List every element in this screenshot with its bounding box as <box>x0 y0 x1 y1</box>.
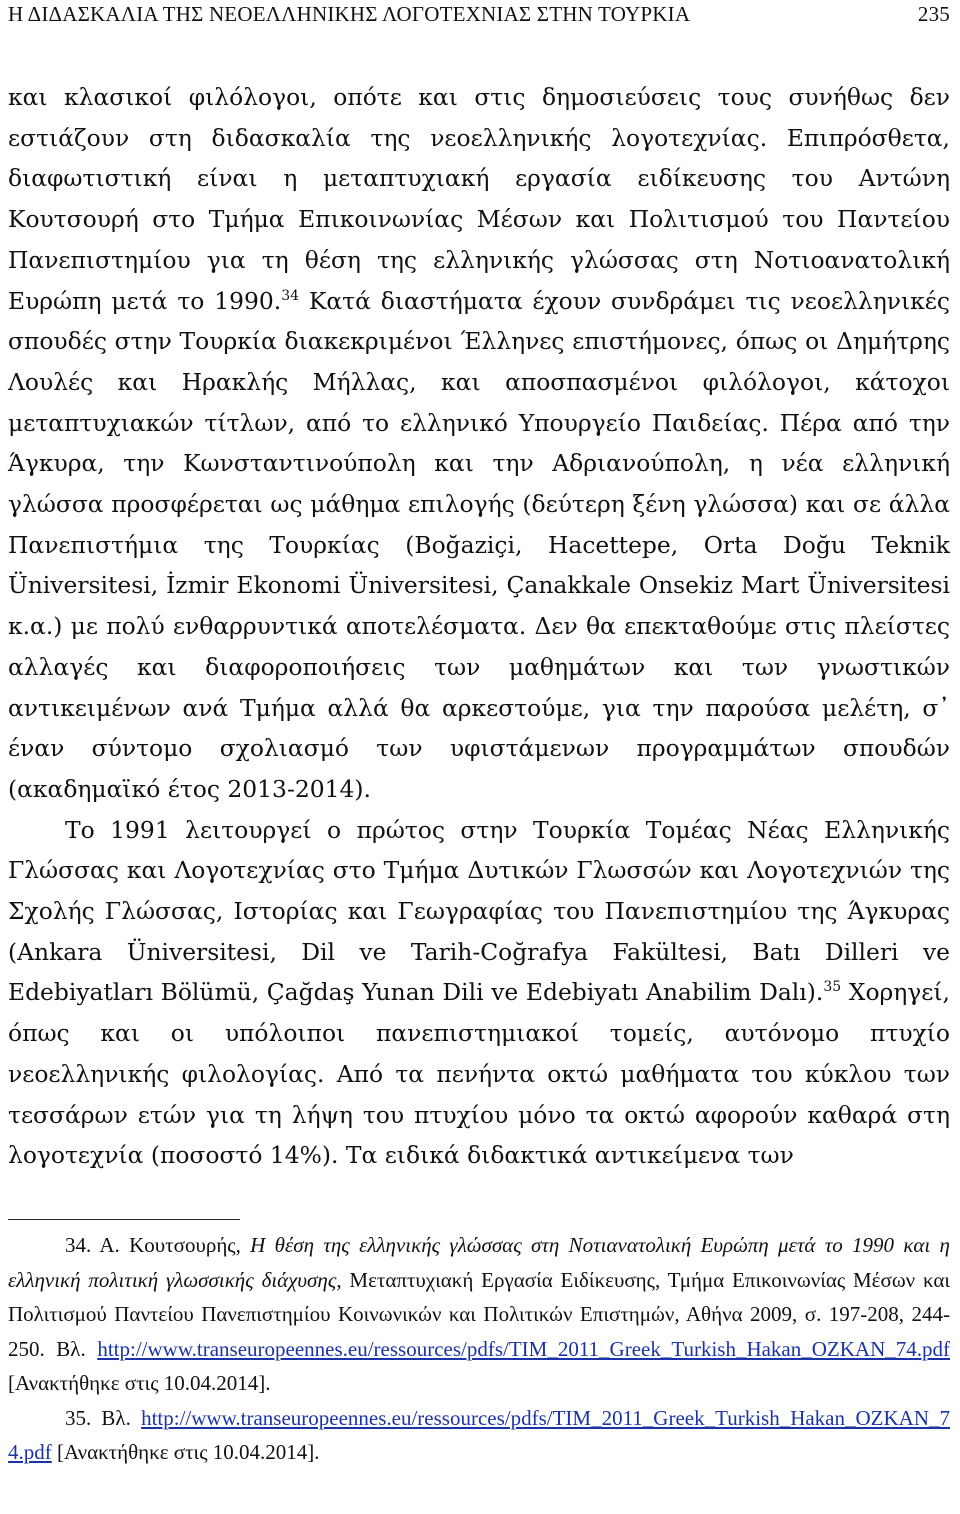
running-title: Η ΔΙΔΑΣΚΑΛΙΑ ΤΗΣ ΝΕΟΕΛΛΗΝΙΚΗΣ ΛΟΓΟΤΕΧΝΙΑΣ ΣΤΗΝ ΤΟΥΡΚΙΑ <box>8 2 691 26</box>
paragraph-1 <box>8 77 950 810</box>
footnote-34-details: , Μεταπτυχιακή Εργασία Ειδίκευσης, Τμήμα Επικοινωνίας Μέσων και Πολιτισμού Παντείου Πανεπιστημίου Κοινωνικών και Πολιτικών Επιστημών, Αθήνα 2009, σ. 197-208, 244-250. Βλ. <box>8 1267 951 1361</box>
footnote-ref-35[interactable]: 35 <box>823 979 842 996</box>
footnote-35-prefix: Βλ. <box>91 1405 142 1430</box>
main-text <box>8 77 950 1176</box>
paragraph-2-text-a: Το 1991 λειτουργεί ο πρώτος στην Τουρκία Τομέας Νέας Ελληνικής Γλώσσας και Λογοτεχνίας στο Τμήμα Δυτικών Γλωσσών και Λογοτεχνιών της Σχολής Γλώσσας, Ιστορίας και Γεωγραφίας του Πανεπιστημίου της Άγκυρας (Ankara Üniversitesi, Dil ve Tarih-Coğrafya Fakültesi, Batı Dilleri ve Edebiyatları Bölümü, Çağdaş Yunan Dili ve Edebiyatı Anabilim Dalı). <box>8 815 950 1007</box>
footnote-34-title: Η θέση της ελληνικής γλώσσας στη Νοτιανατολική Ευρώπη μετά το 1990 και η ελληνική πολιτική γλωσσικής διάχυσης <box>8 1233 950 1292</box>
footnote-34-link[interactable]: http://www.transeuropeennes.eu/ressources/pdfs/TIM_2011_Greek_Turkish_Hakan_OZKAN_74.pdf <box>97 1336 950 1361</box>
footnote-35-number: 35. <box>65 1405 92 1430</box>
paragraph-2 <box>8 810 950 1176</box>
paragraph-1-text-b: Κατά διαστήματα έχουν συνδράμει τις νεοελληνικές σπουδές στην Τουρκία διακεκριμένοι Έλληνες επιστήμονες, όπως οι Δημήτρης Λουλές και Ηρακλής Μήλλας, και αποσπασμένοι φιλόλογοι, κάτοχοι μεταπτυχιακών τίτλων, από το ελληνικό Υπουργείο Παιδείας. Πέρα από την Άγκυρα, την Κωνσταντινούπολη και την Αδριανούπολη, η νέα ελληνική γλώσσα προσφέρεται ως μάθημα επιλογής (δεύτερη ξένη γλώσσα) και σε άλλα Πανεπιστήμια της Τουρκίας (Boğaziçi, Hacettepe, Orta Doğu Teknik Üniversitesi, İzmir Ekonomi Üniversitesi, Çanakkale Onsekiz Mart Üniversitesi κ.α.) με πολύ ενθαρρυντικά αποτελέσματα. Δεν θα επεκταθούμε στις πλείστες αλλαγές και διαφοροποιήσεις των μαθημάτων και των γνωστικών αντικειμένων ανά Τμήμα αλλά θα αρκεστούμε, για την παρούσα μελέτη, σ᾽ έναν σύντομο σχολιασμό των υφιστάμενων προγραμμάτων σπουδών (ακαδημαϊκό έτος 2013-2014). <box>8 286 950 803</box>
footnote-divider <box>8 1219 240 1220</box>
footnote-35 <box>8 1401 950 1470</box>
footnote-34-number: 34. <box>65 1233 92 1257</box>
paragraph-1-text-a: και κλασικοί φιλόλογοι, οπότε και στις δημοσιεύσεις τους συνήθως δεν εστιάζουν στη διδασκαλία της νεοελληνικής λογοτεχνίας. Επιπρόσθετα, διαφωτιστική είναι η μεταπτυχιακή εργασία ειδίκευσης του Αντώνη Κουτσουρή στο Τμήμα Επικοινωνίας Μέσων και Πολιτισμού του Παντείου Πανεπιστημίου για τη θέση της ελληνικής γλώσσας στη Νοτιοανατολική Ευρώπη μετά το 1990. <box>8 83 950 315</box>
paragraph-2-text-b: Χορηγεί, όπως και οι υπόλοιποι πανεπιστημιακοί τομείς, αυτόνομο πτυχίο νεοελληνικής φιλολογίας. Από τα πενήντα οκτώ μαθήματα του κύκλου των τεσσάρων ετών για τη λήψη του πτυχίου μόνο τα οκτώ αφορούν καθαρά στη λογοτεχνία (ποσοστό 14%). Τα ειδικά διδακτικά αντικείμενα των <box>8 978 950 1170</box>
footnote-35-link[interactable]: http://www.transeuropeennes.eu/ressources/pdfs/TIM_2011_Greek_Turkish_Hakan_OZKAN_74.pdf <box>8 1405 950 1464</box>
footnote-34-author: Α. Κουτσουρής, <box>91 1233 251 1257</box>
page-number: 235 <box>917 2 950 26</box>
footnote-34 <box>8 1228 950 1401</box>
footnotes <box>8 1228 950 1470</box>
footnote-34-accessed: [Ανακτήθηκε στις 10.04.2014]. <box>8 1371 271 1395</box>
page-header <box>8 0 950 30</box>
footnote-ref-34[interactable]: 34 <box>281 287 300 304</box>
footnote-35-accessed: [Ανακτήθηκε στις 10.04.2014]. <box>51 1440 320 1464</box>
